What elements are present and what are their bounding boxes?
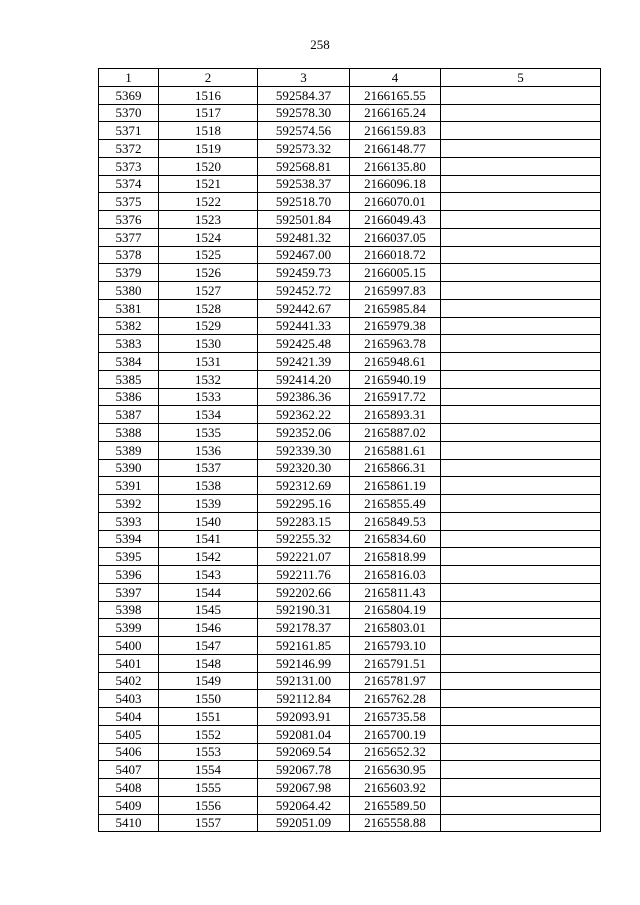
table-cell-col5: [441, 157, 601, 175]
table-cell-col5: [441, 441, 601, 459]
table-cell-col2: 1541: [159, 530, 258, 548]
table-cell-col5: [441, 211, 601, 229]
table-cell-col1: 5372: [99, 140, 159, 158]
table-cell-col1: 5385: [99, 370, 159, 388]
table-cell-col2: 1535: [159, 424, 258, 442]
table-cell-col5: [441, 601, 601, 619]
table-cell-col2: 1542: [159, 548, 258, 566]
table-cell-col1: 5408: [99, 779, 159, 797]
table-cell-col3: 592283.15: [258, 512, 350, 530]
table-cell-col1: 5382: [99, 317, 159, 335]
table-cell-col5: [441, 406, 601, 424]
table-cell-col5: [441, 743, 601, 761]
table-cell-col5: [441, 193, 601, 211]
table-cell-col4: 2165849.53: [350, 512, 441, 530]
table-cell-col4: 2166159.83: [350, 122, 441, 140]
table-cell-col4: 2165881.61: [350, 441, 441, 459]
table-cell-col1: 5381: [99, 299, 159, 317]
table-cell-col3: 592386.36: [258, 388, 350, 406]
table-cell-col3: 592295.16: [258, 495, 350, 513]
table-cell-col2: 1538: [159, 477, 258, 495]
table-cell-col4: 2165818.99: [350, 548, 441, 566]
table-cell-col3: 592441.33: [258, 317, 350, 335]
table-cell-col5: [441, 388, 601, 406]
table-cell-col5: [441, 264, 601, 282]
table-cell-col4: 2166018.72: [350, 246, 441, 264]
table-cell-col4: 2165791.51: [350, 654, 441, 672]
table-row: [99, 282, 601, 300]
table-row: [99, 193, 601, 211]
table-cell-col4: 2165917.72: [350, 388, 441, 406]
table-cell-col5: [441, 228, 601, 246]
table-cell-col5: [441, 140, 601, 158]
table-cell-col5: [441, 104, 601, 122]
table-cell-col3: 592414.20: [258, 370, 350, 388]
table-row: [99, 441, 601, 459]
table-cell-col3: 592178.37: [258, 619, 350, 637]
table-cell-col4: 2165834.60: [350, 530, 441, 548]
table-cell-col2: 1547: [159, 637, 258, 655]
table-cell-col2: 1526: [159, 264, 258, 282]
table-cell-col3: 592146.99: [258, 654, 350, 672]
table-cell-col2: 1519: [159, 140, 258, 158]
table-cell-col3: 592064.42: [258, 796, 350, 814]
table-cell-col4: 2166165.55: [350, 86, 441, 104]
table-cell-col1: 5396: [99, 566, 159, 584]
table-cell-col4: 2166096.18: [350, 175, 441, 193]
table-cell-col1: 5386: [99, 388, 159, 406]
table-cell-col4: 2165700.19: [350, 725, 441, 743]
table-cell-col2: 1522: [159, 193, 258, 211]
table-cell-col4: 2166037.05: [350, 228, 441, 246]
table-cell-col3: 592312.69: [258, 477, 350, 495]
table-row: [99, 246, 601, 264]
table-cell-col3: 592069.54: [258, 743, 350, 761]
table-cell-col1: 5403: [99, 690, 159, 708]
table-cell-col4: 2166135.80: [350, 157, 441, 175]
table-cell-col2: 1518: [159, 122, 258, 140]
table-row: [99, 637, 601, 655]
table-cell-col1: 5400: [99, 637, 159, 655]
table-cell-col1: 5397: [99, 583, 159, 601]
table-cell-col2: 1531: [159, 353, 258, 371]
table-cell-col3: 592255.32: [258, 530, 350, 548]
coordinates-table: [98, 68, 601, 832]
table-row: [99, 690, 601, 708]
table-cell-col2: 1552: [159, 725, 258, 743]
table-cell-col2: 1551: [159, 708, 258, 726]
table-cell-col2: 1556: [159, 796, 258, 814]
table-cell-col4: 2165762.28: [350, 690, 441, 708]
table-row: [99, 672, 601, 690]
table-cell-col1: 5390: [99, 459, 159, 477]
table-cell-col1: 5406: [99, 743, 159, 761]
table-cell-col4: 2165887.02: [350, 424, 441, 442]
table-cell-col3: 592362.22: [258, 406, 350, 424]
table-cell-col3: 592067.78: [258, 761, 350, 779]
page-number: 258: [310, 37, 330, 52]
table-cell-col3: 592320.30: [258, 459, 350, 477]
table-cell-col3: 592093.91: [258, 708, 350, 726]
table-cell-col3: 592421.39: [258, 353, 350, 371]
table-row: [99, 264, 601, 282]
table-cell-col4: 2165793.10: [350, 637, 441, 655]
table-cell-col1: 5383: [99, 335, 159, 353]
table-cell-col4: 2165948.61: [350, 353, 441, 371]
table-cell-col1: 5401: [99, 654, 159, 672]
table-cell-col3: 592352.06: [258, 424, 350, 442]
table-cell-col1: 5380: [99, 282, 159, 300]
table-body: [99, 86, 601, 832]
table-cell-col1: 5402: [99, 672, 159, 690]
table-row: [99, 796, 601, 814]
table-cell-col4: 2165630.95: [350, 761, 441, 779]
table-row: [99, 743, 601, 761]
table-cell-col1: 5395: [99, 548, 159, 566]
table-row: [99, 175, 601, 193]
table-cell-col4: 2165893.31: [350, 406, 441, 424]
table-row: [99, 406, 601, 424]
table-cell-col3: 592501.84: [258, 211, 350, 229]
table-cell-col2: 1540: [159, 512, 258, 530]
table-cell-col2: 1545: [159, 601, 258, 619]
table-cell-col3: 592538.37: [258, 175, 350, 193]
table-cell-col5: [441, 566, 601, 584]
table-cell-col3: 592442.67: [258, 299, 350, 317]
table-cell-col3: 592202.66: [258, 583, 350, 601]
table-row: [99, 353, 601, 371]
table-cell-col1: 5391: [99, 477, 159, 495]
table-row: [99, 530, 601, 548]
table-cell-col1: 5389: [99, 441, 159, 459]
table-cell-col3: 592568.81: [258, 157, 350, 175]
table-row: [99, 814, 601, 832]
table-cell-col1: 5410: [99, 814, 159, 832]
table-cell-col4: 2165855.49: [350, 495, 441, 513]
table-cell-col2: 1549: [159, 672, 258, 690]
table-cell-col2: 1516: [159, 86, 258, 104]
table-cell-col3: 592112.84: [258, 690, 350, 708]
table-row: [99, 335, 601, 353]
table-cell-col5: [441, 708, 601, 726]
table-cell-col2: 1550: [159, 690, 258, 708]
table-cell-col4: 2165735.58: [350, 708, 441, 726]
table-cell-col4: 2165589.50: [350, 796, 441, 814]
table-cell-col3: 592161.85: [258, 637, 350, 655]
table-cell-col4: 2165803.01: [350, 619, 441, 637]
table-cell-col4: 2165804.19: [350, 601, 441, 619]
table-cell-col1: 5407: [99, 761, 159, 779]
table-cell-col2: 1537: [159, 459, 258, 477]
table-cell-col5: [441, 761, 601, 779]
table-cell-col1: 5377: [99, 228, 159, 246]
table-cell-col4: 2165979.38: [350, 317, 441, 335]
table-cell-col2: 1528: [159, 299, 258, 317]
table-row: [99, 708, 601, 726]
table-cell-col5: [441, 86, 601, 104]
table-cell-col5: [441, 672, 601, 690]
table-cell-col4: 2166165.24: [350, 104, 441, 122]
table-cell-col3: 592518.70: [258, 193, 350, 211]
table-cell-col5: [441, 175, 601, 193]
table-cell-col5: [441, 495, 601, 513]
table-cell-col2: 1521: [159, 175, 258, 193]
table-cell-col2: 1557: [159, 814, 258, 832]
table-row: [99, 388, 601, 406]
table-cell-col5: [441, 477, 601, 495]
table-cell-col5: [441, 246, 601, 264]
table-cell-col2: 1539: [159, 495, 258, 513]
table-row: [99, 317, 601, 335]
table-cell-col1: 5373: [99, 157, 159, 175]
table-cell-col4: 2165940.19: [350, 370, 441, 388]
column-header-5: 5: [441, 69, 601, 87]
table-cell-col2: 1543: [159, 566, 258, 584]
table-cell-col2: 1517: [159, 104, 258, 122]
table-row: [99, 619, 601, 637]
table-cell-col4: 2165985.84: [350, 299, 441, 317]
table-cell-col4: 2165866.31: [350, 459, 441, 477]
table-cell-col5: [441, 690, 601, 708]
table-cell-col1: 5399: [99, 619, 159, 637]
table-cell-col4: 2165781.97: [350, 672, 441, 690]
table-cell-col3: 592578.30: [258, 104, 350, 122]
table-row: [99, 654, 601, 672]
table-cell-col2: 1544: [159, 583, 258, 601]
table-row: [99, 228, 601, 246]
column-header-4: 4: [350, 69, 441, 87]
table-cell-col5: [441, 548, 601, 566]
table-cell-col5: [441, 459, 601, 477]
table-row: [99, 761, 601, 779]
table-header: [99, 69, 601, 87]
table-cell-col3: 592051.09: [258, 814, 350, 832]
table-cell-col4: 2165558.88: [350, 814, 441, 832]
table-row: [99, 299, 601, 317]
table-row: [99, 601, 601, 619]
column-header-2: 2: [159, 69, 258, 87]
table-cell-col5: [441, 424, 601, 442]
table-cell-col1: 5375: [99, 193, 159, 211]
table-row: [99, 477, 601, 495]
table-cell-col2: 1553: [159, 743, 258, 761]
table-row: [99, 583, 601, 601]
table-cell-col1: 5376: [99, 211, 159, 229]
table-cell-col2: 1534: [159, 406, 258, 424]
table-cell-col4: 2165861.19: [350, 477, 441, 495]
table-cell-col4: 2165811.43: [350, 583, 441, 601]
column-header-3: 3: [258, 69, 350, 87]
table-row: [99, 86, 601, 104]
table-row: [99, 424, 601, 442]
table-cell-col5: [441, 122, 601, 140]
table-cell-col4: 2165652.32: [350, 743, 441, 761]
table-cell-col1: 5379: [99, 264, 159, 282]
table-cell-col2: 1536: [159, 441, 258, 459]
table-cell-col1: 5374: [99, 175, 159, 193]
table-cell-col3: 592067.98: [258, 779, 350, 797]
table-cell-col5: [441, 725, 601, 743]
table-cell-col5: [441, 370, 601, 388]
table-cell-col3: 592467.00: [258, 246, 350, 264]
table-cell-col4: 2166070.01: [350, 193, 441, 211]
table-row: [99, 566, 601, 584]
table-cell-col3: 592573.32: [258, 140, 350, 158]
table-cell-col3: 592081.04: [258, 725, 350, 743]
table-cell-col5: [441, 637, 601, 655]
table-cell-col3: 592211.76: [258, 566, 350, 584]
table-cell-col3: 592584.37: [258, 86, 350, 104]
header-row: [99, 69, 601, 87]
table-cell-col1: 5371: [99, 122, 159, 140]
table-row: [99, 370, 601, 388]
table-row: [99, 122, 601, 140]
table-cell-col1: 5393: [99, 512, 159, 530]
table-cell-col5: [441, 530, 601, 548]
table-cell-col5: [441, 814, 601, 832]
table-cell-col5: [441, 512, 601, 530]
table-cell-col4: 2166148.77: [350, 140, 441, 158]
table-cell-col1: 5384: [99, 353, 159, 371]
table-cell-col2: 1548: [159, 654, 258, 672]
table-cell-col2: 1555: [159, 779, 258, 797]
table-row: [99, 459, 601, 477]
table-cell-col2: 1523: [159, 211, 258, 229]
table-cell-col5: [441, 317, 601, 335]
table-cell-col4: 2166005.15: [350, 264, 441, 282]
table-cell-col2: 1520: [159, 157, 258, 175]
table-cell-col1: 5409: [99, 796, 159, 814]
table-cell-col5: [441, 619, 601, 637]
table-cell-col1: 5387: [99, 406, 159, 424]
table-cell-col3: 592221.07: [258, 548, 350, 566]
table-cell-col3: 592425.48: [258, 335, 350, 353]
table-cell-col5: [441, 654, 601, 672]
table-cell-col2: 1533: [159, 388, 258, 406]
table-cell-col5: [441, 282, 601, 300]
table-cell-col3: 592459.73: [258, 264, 350, 282]
table-cell-col3: 592190.31: [258, 601, 350, 619]
table-cell-col1: 5405: [99, 725, 159, 743]
table-cell-col2: 1524: [159, 228, 258, 246]
table-cell-col2: 1525: [159, 246, 258, 264]
table-cell-col2: 1546: [159, 619, 258, 637]
table-cell-col2: 1532: [159, 370, 258, 388]
table-cell-col3: 592131.00: [258, 672, 350, 690]
table-cell-col1: 5404: [99, 708, 159, 726]
table-row: [99, 140, 601, 158]
table-cell-col4: 2165963.78: [350, 335, 441, 353]
table-cell-col4: 2165816.03: [350, 566, 441, 584]
table-cell-col5: [441, 299, 601, 317]
table-cell-col1: 5369: [99, 86, 159, 104]
table-cell-col2: 1529: [159, 317, 258, 335]
table-cell-col1: 5394: [99, 530, 159, 548]
table-row: [99, 512, 601, 530]
table-cell-col4: 2165997.83: [350, 282, 441, 300]
table-row: [99, 548, 601, 566]
table-cell-col5: [441, 796, 601, 814]
table-cell-col1: 5398: [99, 601, 159, 619]
table-cell-col5: [441, 335, 601, 353]
table-cell-col1: 5388: [99, 424, 159, 442]
table-row: [99, 725, 601, 743]
table-cell-col3: 592339.30: [258, 441, 350, 459]
table-cell-col2: 1554: [159, 761, 258, 779]
table-cell-col1: 5392: [99, 495, 159, 513]
table-cell-col1: 5370: [99, 104, 159, 122]
table-row: [99, 779, 601, 797]
table-cell-col1: 5378: [99, 246, 159, 264]
table-cell-col3: 592452.72: [258, 282, 350, 300]
table-row: [99, 157, 601, 175]
table-row: [99, 211, 601, 229]
table-cell-col5: [441, 779, 601, 797]
table-cell-col2: 1530: [159, 335, 258, 353]
table-cell-col5: [441, 353, 601, 371]
table-cell-col4: 2165603.92: [350, 779, 441, 797]
table-cell-col5: [441, 583, 601, 601]
table-cell-col4: 2166049.43: [350, 211, 441, 229]
table-cell-col2: 1527: [159, 282, 258, 300]
table-cell-col3: 592481.32: [258, 228, 350, 246]
table-row: [99, 104, 601, 122]
column-header-1: 1: [99, 69, 159, 87]
table-cell-col3: 592574.56: [258, 122, 350, 140]
table-row: [99, 495, 601, 513]
